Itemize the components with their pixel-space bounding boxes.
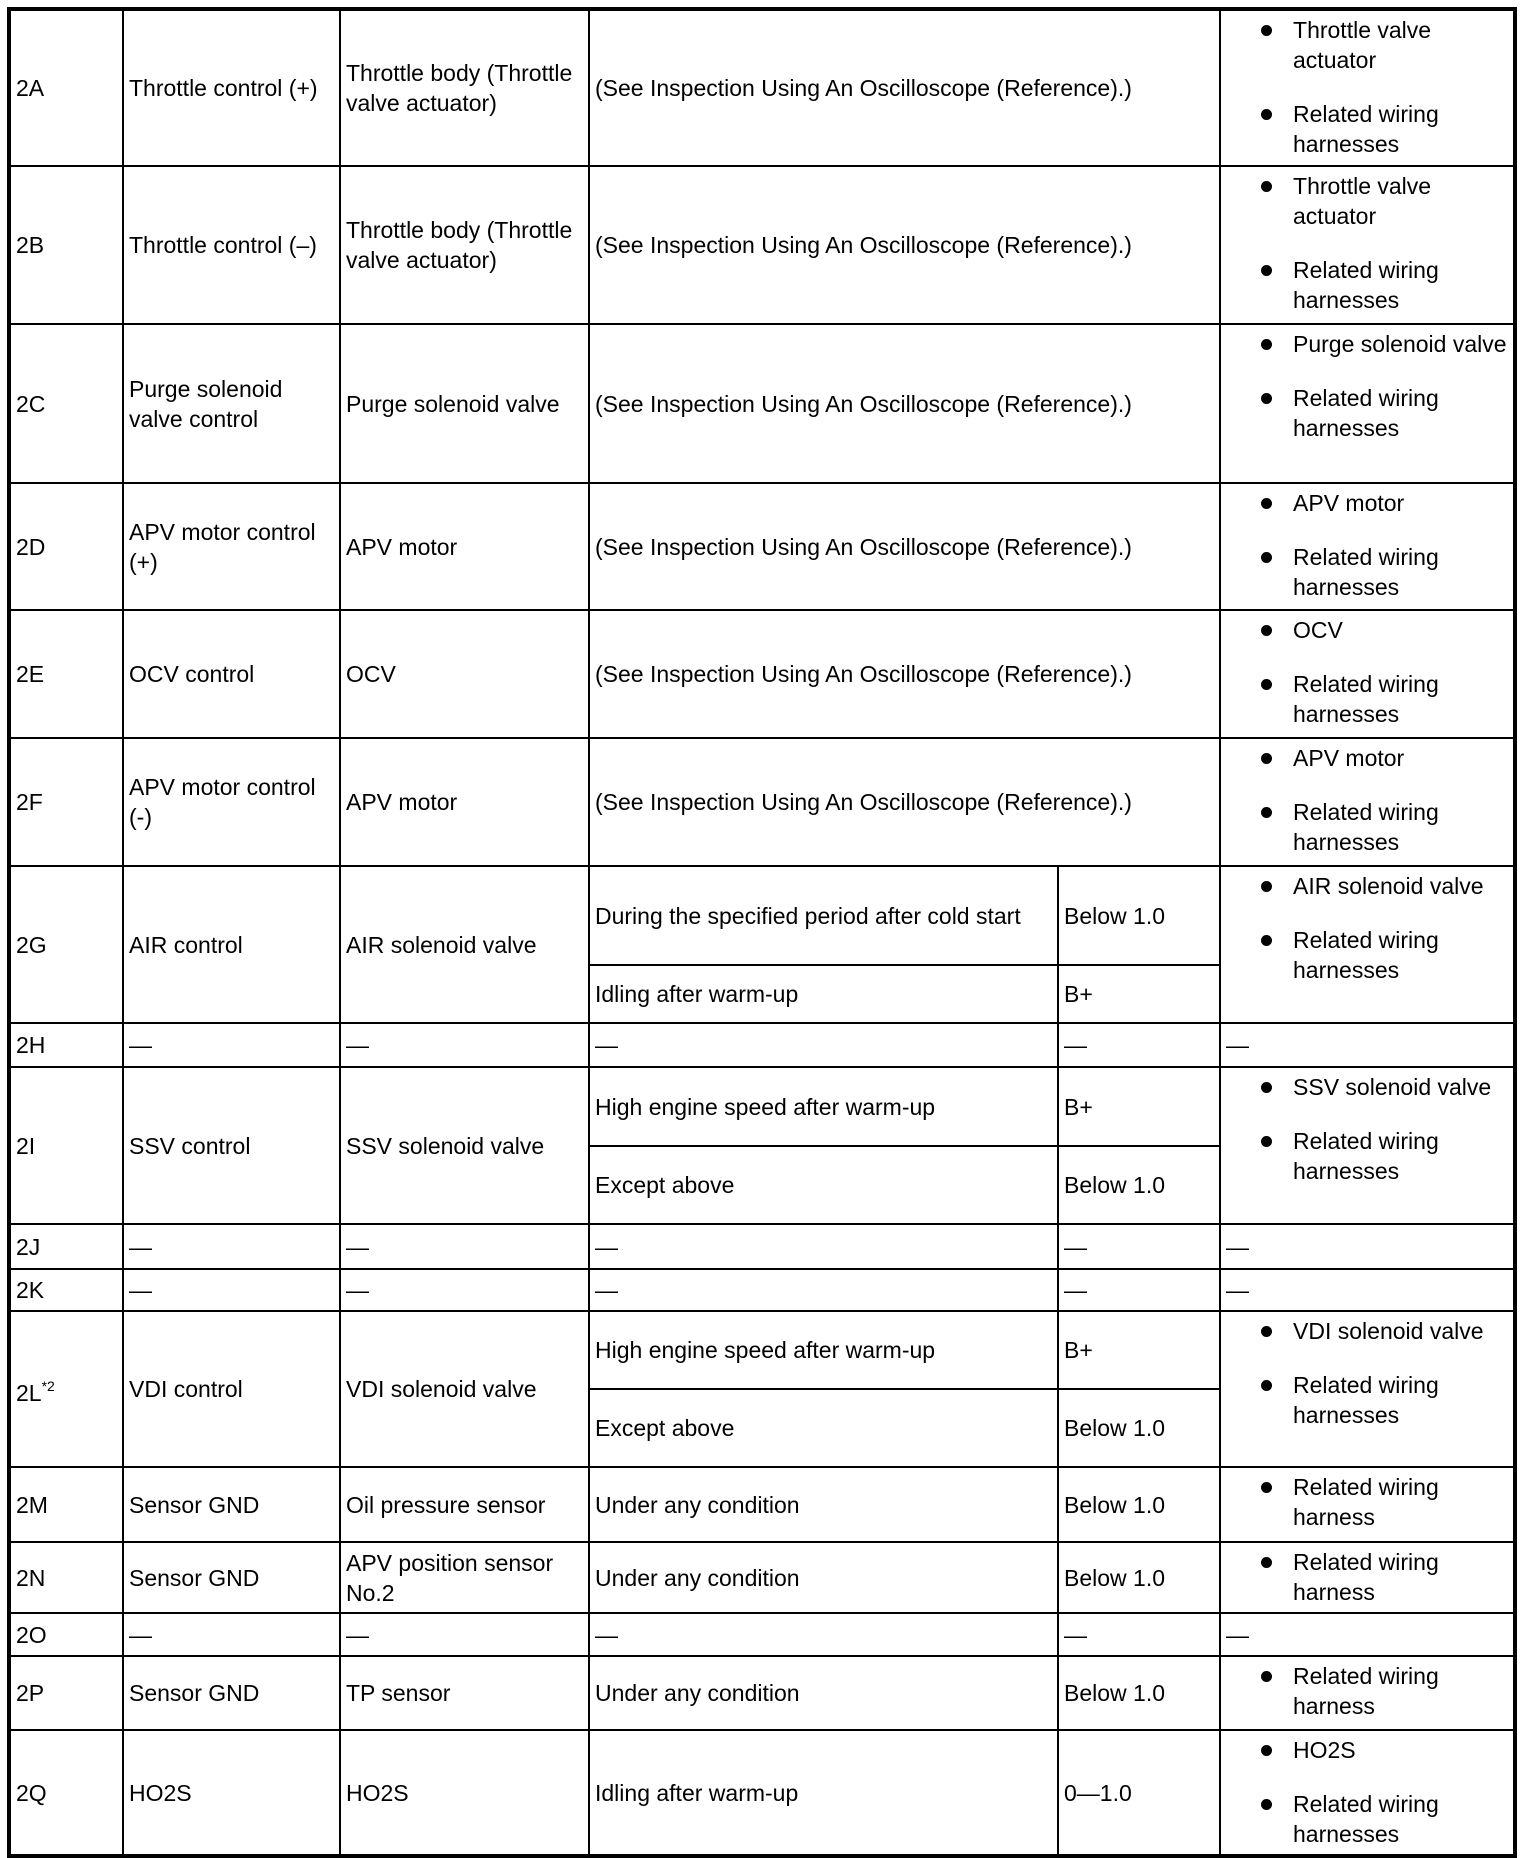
signal-cell: AIR control bbox=[123, 866, 340, 1023]
table-row bbox=[9, 1467, 1515, 1542]
connected-to-cell: SSV solenoid valve bbox=[340, 1067, 589, 1224]
signal-cell: — bbox=[123, 1613, 340, 1656]
possible-cause-item: Related wiring harness bbox=[1261, 1472, 1507, 1532]
possible-cause-cell bbox=[1220, 166, 1515, 324]
table-row bbox=[9, 1656, 1515, 1730]
pin-label: 2E bbox=[16, 661, 45, 687]
voltage-cell: Below 1.0 bbox=[1058, 1389, 1220, 1467]
pin-cell bbox=[9, 1067, 123, 1224]
possible-cause-list bbox=[1261, 1735, 1507, 1849]
possible-cause-cell: — bbox=[1220, 1023, 1515, 1067]
possible-cause-cell bbox=[1220, 324, 1515, 483]
voltage-cell: B+ bbox=[1058, 1311, 1220, 1389]
possible-cause-item: APV motor bbox=[1261, 743, 1507, 773]
table-row bbox=[9, 1067, 1515, 1146]
possible-cause-cell: — bbox=[1220, 1269, 1515, 1311]
voltage-cell: — bbox=[1058, 1224, 1220, 1269]
connected-to-cell: Throttle body (Throttle valve actuator) bbox=[340, 166, 589, 324]
possible-cause-item: Throttle valve actuator bbox=[1261, 15, 1507, 75]
possible-cause-list bbox=[1261, 1661, 1507, 1721]
table-row bbox=[9, 866, 1515, 965]
possible-cause-item: Related wiring harnesses bbox=[1261, 1126, 1507, 1186]
possible-cause-list bbox=[1261, 1547, 1507, 1607]
pin-cell bbox=[9, 1467, 123, 1542]
possible-cause-item: AIR solenoid valve bbox=[1261, 871, 1507, 901]
table-row bbox=[9, 1730, 1515, 1856]
possible-cause-item: HO2S bbox=[1261, 1735, 1507, 1765]
table-row bbox=[9, 1023, 1515, 1067]
pin-cell bbox=[9, 324, 123, 483]
connected-to-cell: APV motor bbox=[340, 738, 589, 866]
possible-cause-cell bbox=[1220, 9, 1515, 166]
pin-cell bbox=[9, 1656, 123, 1730]
pin-cell bbox=[9, 1311, 123, 1467]
table-row bbox=[9, 166, 1515, 324]
possible-cause-cell: — bbox=[1220, 1224, 1515, 1269]
signal-cell: HO2S bbox=[123, 1730, 340, 1856]
voltage-cell: Below 1.0 bbox=[1058, 1542, 1220, 1613]
condition-cell: High engine speed after warm-up bbox=[589, 1067, 1058, 1146]
voltage-cell: B+ bbox=[1058, 965, 1220, 1023]
voltage-cell: Below 1.0 bbox=[1058, 866, 1220, 965]
pin-label: 2O bbox=[16, 1621, 47, 1648]
pin-label: 2J bbox=[16, 1233, 41, 1260]
signal-cell: Purge solenoid valve control bbox=[123, 324, 340, 483]
pin-label: 2Q bbox=[16, 1779, 47, 1806]
table-row bbox=[9, 1542, 1515, 1613]
signal-cell: APV motor control (+) bbox=[123, 483, 340, 610]
possible-cause-item: Related wiring harnesses bbox=[1261, 99, 1507, 159]
signal-cell: Throttle control (+) bbox=[123, 9, 340, 166]
connected-to-cell: Purge solenoid valve bbox=[340, 324, 589, 483]
pin-label: 2I bbox=[16, 1132, 36, 1159]
pin-cell bbox=[9, 9, 123, 166]
condition-cell: Except above bbox=[589, 1389, 1058, 1467]
condition-cell: Under any condition bbox=[589, 1467, 1058, 1542]
condition-cell: (See Inspection Using An Oscilloscope (Reference).) bbox=[589, 483, 1220, 610]
possible-cause-item: Related wiring harnesses bbox=[1261, 669, 1507, 729]
possible-cause-list bbox=[1261, 871, 1507, 985]
pin-cell bbox=[9, 738, 123, 866]
connected-to-cell: Throttle body (Throttle valve actuator) bbox=[340, 9, 589, 166]
pin-cell bbox=[9, 1613, 123, 1656]
possible-cause-list bbox=[1261, 15, 1507, 159]
connected-to-cell: OCV bbox=[340, 610, 589, 738]
pin-label: 2M bbox=[16, 1491, 48, 1518]
pin-label: 2B bbox=[16, 232, 45, 258]
voltage-cell: B+ bbox=[1058, 1067, 1220, 1146]
possible-cause-item: Purge solenoid valve bbox=[1261, 329, 1507, 359]
connected-to-cell: APV motor bbox=[340, 483, 589, 610]
possible-cause-list bbox=[1261, 615, 1507, 729]
connected-to-cell: VDI solenoid valve bbox=[340, 1311, 589, 1467]
connected-to-cell: Oil pressure sensor bbox=[340, 1467, 589, 1542]
possible-cause-cell bbox=[1220, 1656, 1515, 1730]
pin-cell bbox=[9, 610, 123, 738]
possible-cause-cell bbox=[1220, 866, 1515, 1023]
table-row bbox=[9, 738, 1515, 866]
pin-label: 2G bbox=[16, 931, 47, 958]
connected-to-cell: — bbox=[340, 1023, 589, 1067]
possible-cause-list bbox=[1261, 488, 1507, 602]
voltage-cell: — bbox=[1058, 1023, 1220, 1067]
pin-cell bbox=[9, 1269, 123, 1311]
possible-cause-item: APV motor bbox=[1261, 488, 1507, 518]
condition-cell: Under any condition bbox=[589, 1542, 1058, 1613]
signal-cell: Sensor GND bbox=[123, 1656, 340, 1730]
condition-cell: (See Inspection Using An Oscilloscope (Reference).) bbox=[589, 324, 1220, 483]
possible-cause-list bbox=[1261, 1472, 1507, 1532]
possible-cause-cell bbox=[1220, 1311, 1515, 1467]
condition-cell: — bbox=[589, 1224, 1058, 1269]
voltage-cell: — bbox=[1058, 1613, 1220, 1656]
possible-cause-list bbox=[1261, 171, 1507, 315]
table-row bbox=[9, 9, 1515, 166]
pin-label: 2C bbox=[16, 390, 46, 417]
voltage-cell: Below 1.0 bbox=[1058, 1467, 1220, 1542]
table-row bbox=[9, 1269, 1515, 1311]
pin-label: 2K bbox=[16, 1277, 45, 1303]
possible-cause-item: Related wiring harnesses bbox=[1261, 255, 1507, 315]
voltage-cell: — bbox=[1058, 1269, 1220, 1311]
possible-cause-cell bbox=[1220, 1467, 1515, 1542]
condition-cell: (See Inspection Using An Oscilloscope (Reference).) bbox=[589, 9, 1220, 166]
pin-cell bbox=[9, 1224, 123, 1269]
table-row bbox=[9, 1224, 1515, 1269]
possible-cause-item: VDI solenoid valve bbox=[1261, 1316, 1507, 1346]
possible-cause-item: Related wiring harnesses bbox=[1261, 797, 1507, 857]
condition-cell: High engine speed after warm-up bbox=[589, 1311, 1058, 1389]
table-row bbox=[9, 483, 1515, 610]
condition-cell: Under any condition bbox=[589, 1656, 1058, 1730]
pin-label: 2L bbox=[16, 1379, 42, 1406]
possible-cause-item: Related wiring harness bbox=[1261, 1661, 1507, 1721]
pin-label: 2P bbox=[16, 1680, 45, 1706]
signal-cell: OCV control bbox=[123, 610, 340, 738]
possible-cause-cell bbox=[1220, 1067, 1515, 1224]
pin-cell bbox=[9, 483, 123, 610]
voltage-cell: Below 1.0 bbox=[1058, 1146, 1220, 1224]
condition-cell: (See Inspection Using An Oscilloscope (Reference).) bbox=[589, 166, 1220, 324]
condition-cell: Except above bbox=[589, 1146, 1058, 1224]
condition-cell: — bbox=[589, 1613, 1058, 1656]
possible-cause-item: Related wiring harnesses bbox=[1261, 383, 1507, 443]
connected-to-cell: AIR solenoid valve bbox=[340, 866, 589, 1023]
connected-to-cell: — bbox=[340, 1613, 589, 1656]
possible-cause-item: Related wiring harness bbox=[1261, 1547, 1507, 1607]
connected-to-cell: — bbox=[340, 1269, 589, 1311]
possible-cause-item: SSV solenoid valve bbox=[1261, 1072, 1507, 1102]
pin-label: 2N bbox=[16, 1564, 46, 1591]
pin-cell bbox=[9, 166, 123, 324]
possible-cause-list bbox=[1261, 1072, 1507, 1186]
signal-cell: VDI control bbox=[123, 1311, 340, 1467]
connected-to-cell: TP sensor bbox=[340, 1656, 589, 1730]
signal-cell: — bbox=[123, 1023, 340, 1067]
pin-cell bbox=[9, 1542, 123, 1613]
possible-cause-list bbox=[1261, 1316, 1507, 1430]
possible-cause-item: OCV bbox=[1261, 615, 1507, 645]
possible-cause-cell bbox=[1220, 483, 1515, 610]
connected-to-cell: HO2S bbox=[340, 1730, 589, 1856]
possible-cause-cell bbox=[1220, 738, 1515, 866]
condition-cell: — bbox=[589, 1269, 1058, 1311]
possible-cause-list bbox=[1261, 329, 1507, 443]
table-body bbox=[9, 9, 1515, 1856]
condition-cell: Idling after warm-up bbox=[589, 965, 1058, 1023]
pin-cell bbox=[9, 1730, 123, 1856]
signal-cell: Throttle control (–) bbox=[123, 166, 340, 324]
pin-label: 2F bbox=[16, 789, 43, 815]
possible-cause-item: Related wiring harnesses bbox=[1261, 542, 1507, 602]
connected-to-cell: APV position sensor No.2 bbox=[340, 1542, 589, 1613]
pin-label: 2A bbox=[16, 75, 45, 101]
condition-cell: (See Inspection Using An Oscilloscope (Reference).) bbox=[589, 610, 1220, 738]
possible-cause-cell bbox=[1220, 1542, 1515, 1613]
condition-cell: Idling after warm-up bbox=[589, 1730, 1058, 1856]
condition-cell: — bbox=[589, 1023, 1058, 1067]
pin-label: 2H bbox=[16, 1032, 46, 1058]
signal-cell: Sensor GND bbox=[123, 1542, 340, 1613]
condition-cell: (See Inspection Using An Oscilloscope (Reference).) bbox=[589, 738, 1220, 866]
possible-cause-item: Related wiring harnesses bbox=[1261, 1789, 1507, 1849]
possible-cause-item: Throttle valve actuator bbox=[1261, 171, 1507, 231]
possible-cause-list bbox=[1261, 743, 1507, 857]
table-row bbox=[9, 1613, 1515, 1656]
voltage-cell: Below 1.0 bbox=[1058, 1656, 1220, 1730]
possible-cause-item: Related wiring harnesses bbox=[1261, 1370, 1507, 1430]
signal-cell: SSV control bbox=[123, 1067, 340, 1224]
possible-cause-cell bbox=[1220, 1730, 1515, 1856]
table-row bbox=[9, 610, 1515, 738]
voltage-cell: 0—1.0 bbox=[1058, 1730, 1220, 1856]
signal-cell: APV motor control (-) bbox=[123, 738, 340, 866]
signal-cell: — bbox=[123, 1224, 340, 1269]
possible-cause-item: Related wiring harnesses bbox=[1261, 925, 1507, 985]
footnote-mark: *2 bbox=[41, 1377, 55, 1394]
table-row bbox=[9, 1311, 1515, 1389]
connected-to-cell: — bbox=[340, 1224, 589, 1269]
possible-cause-cell bbox=[1220, 610, 1515, 738]
signal-cell: — bbox=[123, 1269, 340, 1311]
pin-cell bbox=[9, 1023, 123, 1067]
terminal-voltage-table bbox=[7, 7, 1517, 1858]
signal-cell: Sensor GND bbox=[123, 1467, 340, 1542]
condition-cell: During the specified period after cold start bbox=[589, 866, 1058, 965]
pin-label: 2D bbox=[16, 533, 46, 560]
pin-cell bbox=[9, 866, 123, 1023]
table-row bbox=[9, 324, 1515, 483]
possible-cause-cell: — bbox=[1220, 1613, 1515, 1656]
